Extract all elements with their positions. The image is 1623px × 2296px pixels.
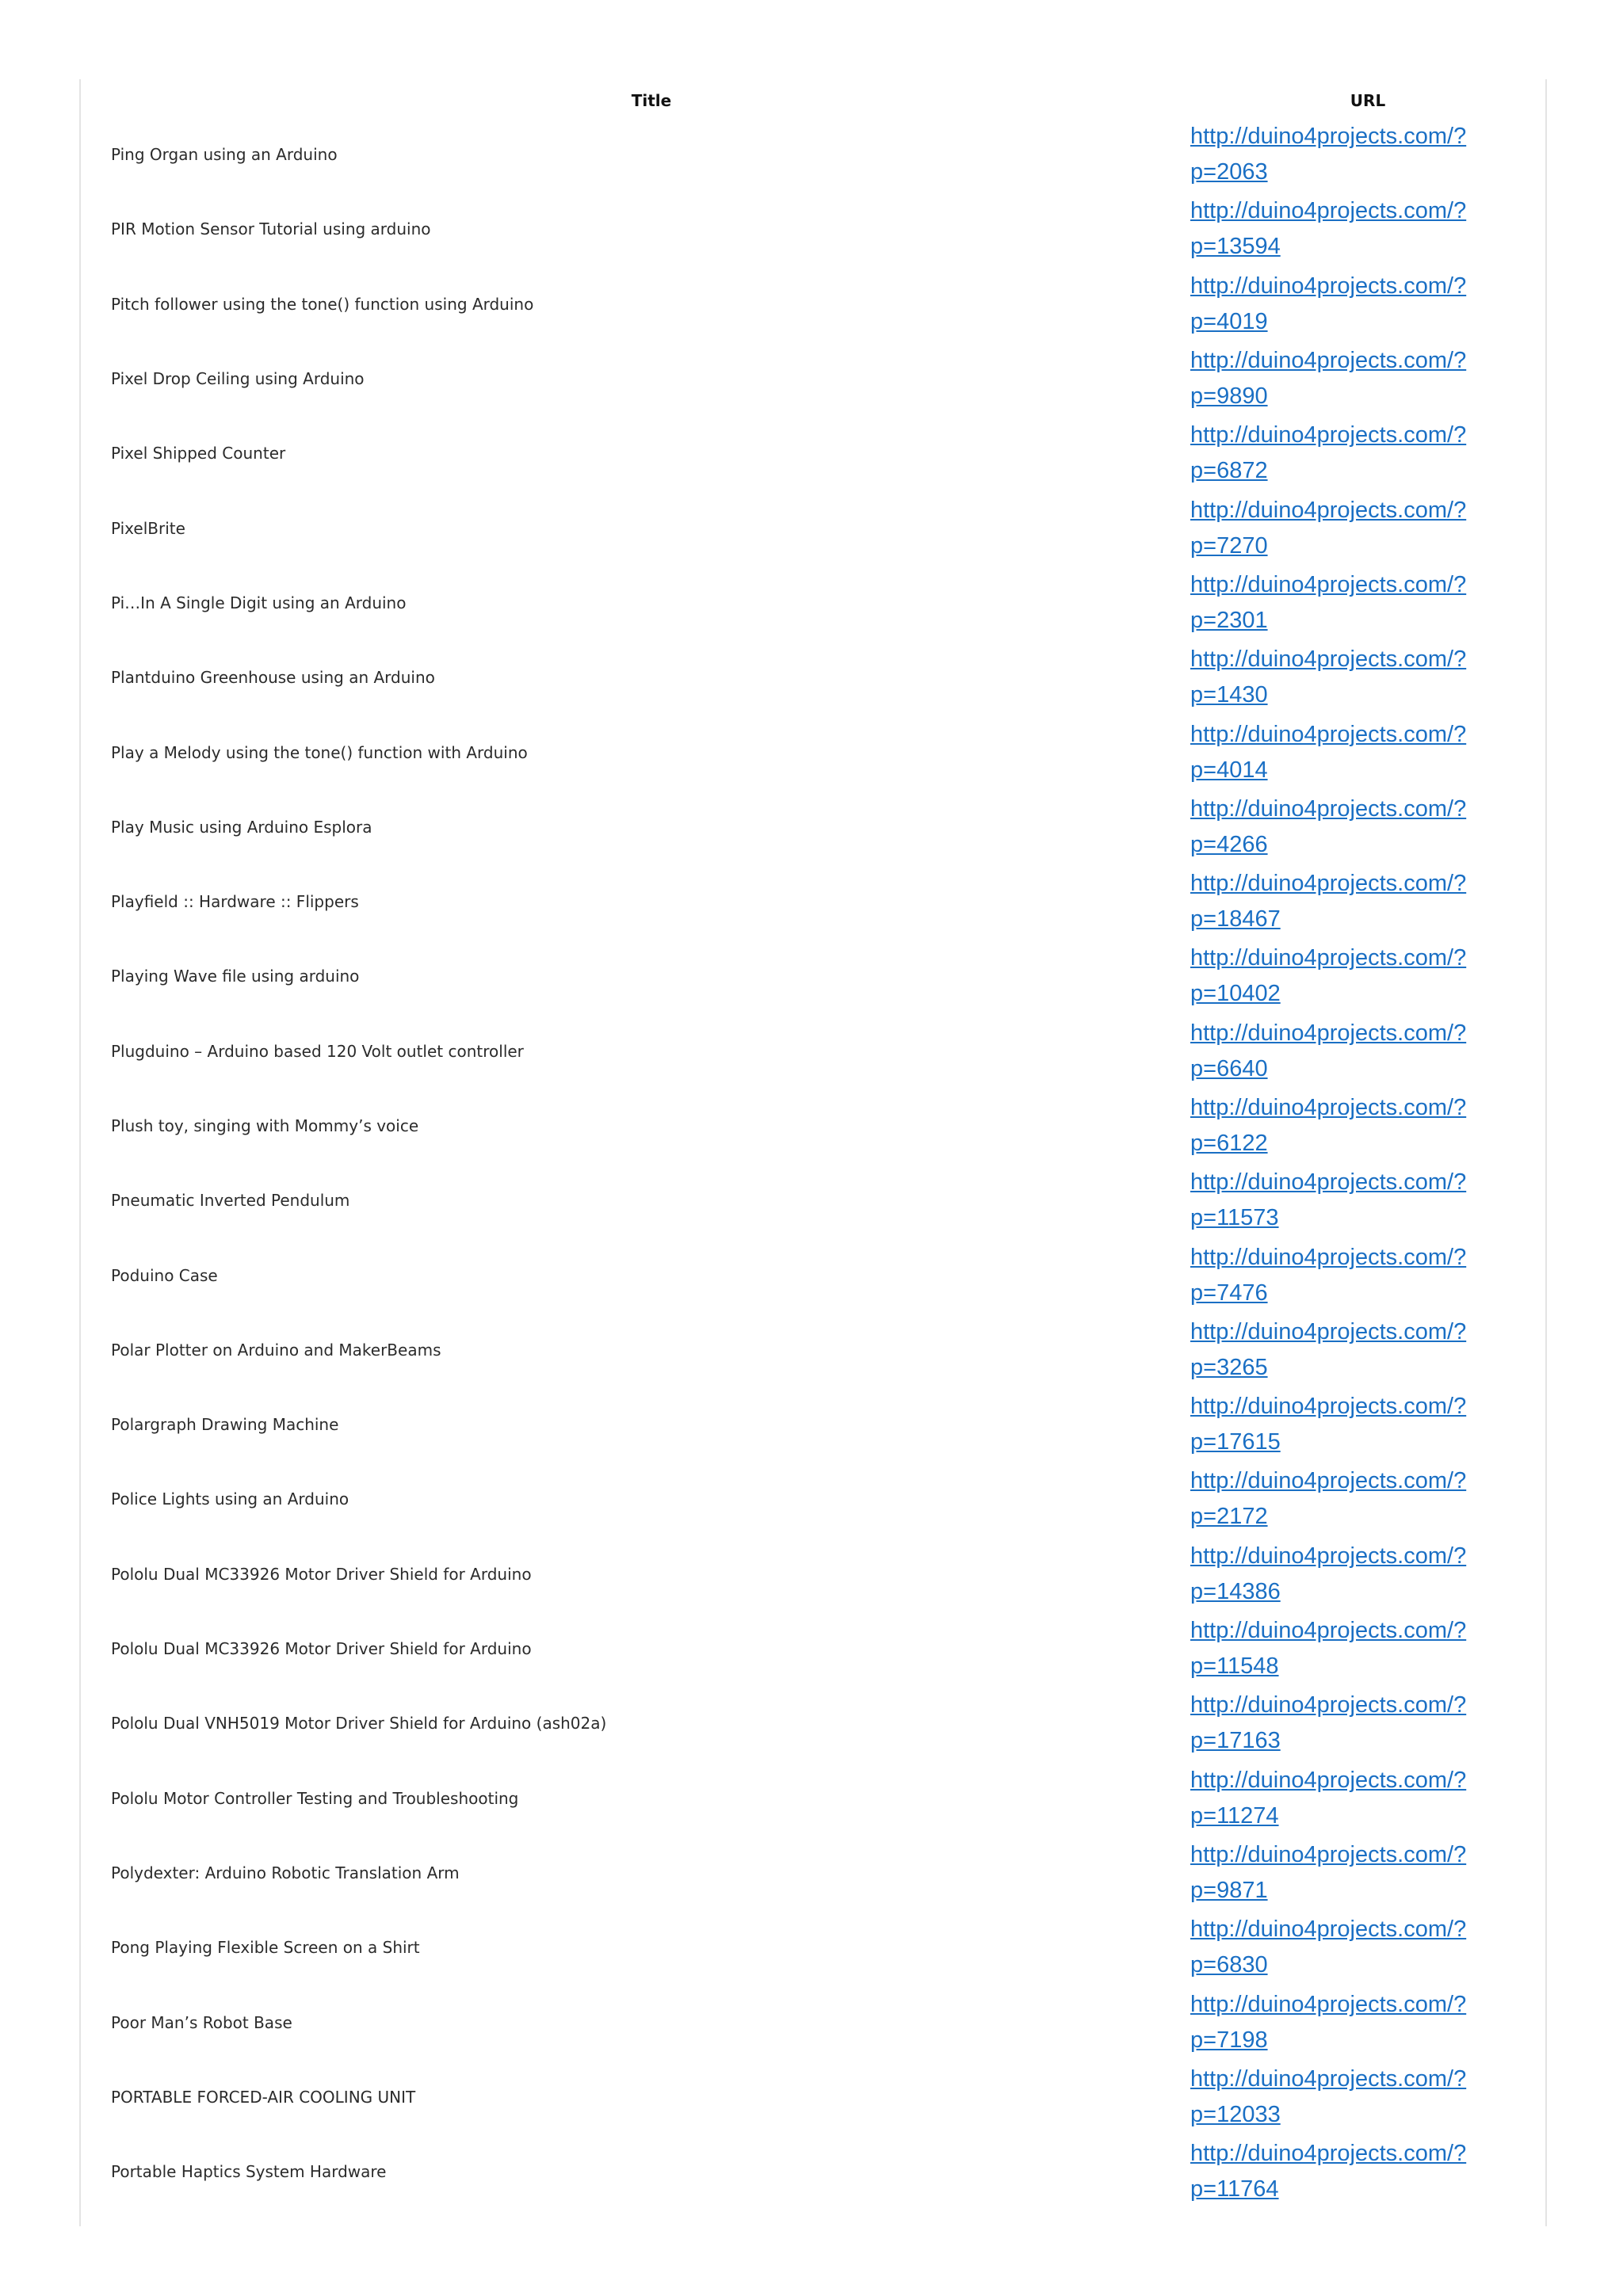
table-row xyxy=(81,939,1545,1013)
column-header-title: Title xyxy=(631,91,672,110)
project-url-link[interactable]: http://duino4projects.com/?p=10402 xyxy=(1190,945,1467,1007)
table-row xyxy=(81,1611,1545,1686)
project-url-cell xyxy=(1190,640,1545,715)
project-title: Pololu Dual MC33926 Motor Driver Shield for Arduino xyxy=(111,1639,532,1659)
project-url-cell xyxy=(1190,1238,1545,1312)
project-url-link[interactable]: http://duino4projects.com/?p=6872 xyxy=(1190,422,1467,484)
project-title: Polar Plotter on Arduino and MakerBeams xyxy=(111,1340,441,1360)
table-row xyxy=(81,715,1545,789)
table-row xyxy=(81,341,1545,416)
project-title: Plush toy, singing with Mommy’s voice xyxy=(111,1116,419,1135)
project-title: Polargraph Drawing Machine xyxy=(111,1415,339,1435)
project-url-cell xyxy=(1190,416,1545,490)
project-url-link[interactable]: http://duino4projects.com/?p=11274 xyxy=(1190,1767,1467,1829)
project-url-link[interactable]: http://duino4projects.com/?p=13594 xyxy=(1190,198,1467,260)
project-url-link[interactable]: http://duino4projects.com/?p=6122 xyxy=(1190,1095,1467,1156)
project-title: Play Music using Arduino Esplora xyxy=(111,817,372,837)
project-title: Pololu Motor Controller Testing and Troubleshooting xyxy=(111,1788,519,1808)
project-title: Pixel Drop Ceiling using Arduino xyxy=(111,369,365,389)
column-header-url: URL xyxy=(1350,91,1386,110)
project-url-link[interactable]: http://duino4projects.com/?p=17163 xyxy=(1190,1692,1467,1754)
project-title: Pneumatic Inverted Pendulum xyxy=(111,1191,350,1211)
table-row xyxy=(81,2134,1545,2209)
project-title: Playfield :: Hardware :: Flippers xyxy=(111,892,359,912)
project-url-link[interactable]: http://duino4projects.com/?p=6830 xyxy=(1190,1917,1467,1978)
project-url-link[interactable]: http://duino4projects.com/?p=2172 xyxy=(1190,1468,1467,1530)
table-header-row xyxy=(81,84,1545,117)
project-url-link[interactable]: http://duino4projects.com/?p=4014 xyxy=(1190,721,1467,783)
project-url-cell xyxy=(1190,1163,1545,1238)
table-row xyxy=(81,1462,1545,1536)
table-row xyxy=(81,1910,1545,1985)
project-url-link[interactable]: http://duino4projects.com/?p=3265 xyxy=(1190,1318,1467,1380)
projects-table xyxy=(81,84,1545,2209)
project-url-cell xyxy=(1190,1313,1545,1387)
project-url-cell xyxy=(1190,267,1545,341)
table-row xyxy=(81,117,1545,192)
project-url-link[interactable]: http://duino4projects.com/?p=18467 xyxy=(1190,871,1467,933)
table-row xyxy=(81,1985,1545,2059)
project-title: Plantduino Greenhouse using an Arduino xyxy=(111,668,435,688)
project-title: Pitch follower using the tone() function using Arduino xyxy=(111,294,534,314)
project-url-link[interactable]: http://duino4projects.com/?p=11573 xyxy=(1190,1169,1467,1231)
table-row xyxy=(81,1761,1545,1836)
table-row xyxy=(81,1686,1545,1760)
project-url-cell xyxy=(1190,790,1545,864)
project-title: PixelBrite xyxy=(111,518,185,538)
project-url-cell xyxy=(1190,1910,1545,1985)
project-url-cell xyxy=(1190,1387,1545,1462)
project-url-link[interactable]: http://duino4projects.com/?p=9890 xyxy=(1190,348,1467,410)
project-url-cell xyxy=(1190,192,1545,266)
project-url-link[interactable]: http://duino4projects.com/?p=7270 xyxy=(1190,497,1467,559)
project-url-cell xyxy=(1190,1089,1545,1163)
project-url-cell xyxy=(1190,715,1545,789)
project-url-cell xyxy=(1190,490,1545,565)
project-title: Pong Playing Flexible Screen on a Shirt xyxy=(111,1938,420,1958)
project-title: Plugduino – Arduino based 120 Volt outlet controller xyxy=(111,1041,524,1061)
table-row xyxy=(81,490,1545,565)
project-title: Pixel Shipped Counter xyxy=(111,444,286,463)
project-title: Play a Melody using the tone() function with Arduino xyxy=(111,742,528,762)
project-url-cell xyxy=(1190,864,1545,939)
table-row xyxy=(81,566,1545,640)
table-row xyxy=(81,640,1545,715)
project-url-link[interactable]: http://duino4projects.com/?p=14386 xyxy=(1190,1543,1467,1604)
table-row xyxy=(81,1089,1545,1163)
project-url-cell xyxy=(1190,1761,1545,1836)
table-row xyxy=(81,1163,1545,1238)
project-title: Polydexter: Arduino Robotic Translation Arm xyxy=(111,1863,460,1882)
project-title: Ping Organ using an Arduino xyxy=(111,145,338,165)
project-url-cell xyxy=(1190,939,1545,1013)
project-url-link[interactable]: http://duino4projects.com/?p=9871 xyxy=(1190,1841,1467,1903)
project-url-link[interactable]: http://duino4projects.com/?p=2301 xyxy=(1190,571,1467,633)
table-row xyxy=(81,1537,1545,1611)
table-body xyxy=(81,117,1545,2209)
project-url-link[interactable]: http://duino4projects.com/?p=17615 xyxy=(1190,1394,1467,1455)
project-title: Portable Haptics System Hardware xyxy=(111,2162,387,2182)
project-url-link[interactable]: http://duino4projects.com/?p=7476 xyxy=(1190,1244,1467,1306)
table-row xyxy=(81,1387,1545,1462)
project-url-link[interactable]: http://duino4projects.com/?p=11764 xyxy=(1190,2141,1467,2203)
project-url-link[interactable]: http://duino4projects.com/?p=6640 xyxy=(1190,1020,1467,1081)
table-row xyxy=(81,192,1545,266)
project-title: PIR Motion Sensor Tutorial using arduino xyxy=(111,219,431,239)
table-row xyxy=(81,1313,1545,1387)
table-row xyxy=(81,267,1545,341)
project-url-cell xyxy=(1190,1985,1545,2059)
project-title: Police Lights using an Arduino xyxy=(111,1489,349,1509)
project-title: PORTABLE FORCED-AIR COOLING UNIT xyxy=(111,2087,416,2107)
project-url-cell xyxy=(1190,1836,1545,1910)
table-row xyxy=(81,416,1545,490)
project-url-cell xyxy=(1190,1462,1545,1536)
project-url-link[interactable]: http://duino4projects.com/?p=4019 xyxy=(1190,273,1467,334)
project-url-cell xyxy=(1190,1611,1545,1686)
project-url-cell xyxy=(1190,1686,1545,1760)
table-row xyxy=(81,864,1545,939)
project-url-cell xyxy=(1190,2060,1545,2134)
project-url-link[interactable]: http://duino4projects.com/?p=12033 xyxy=(1190,2065,1467,2127)
table-row xyxy=(81,1238,1545,1312)
table-row xyxy=(81,2060,1545,2134)
project-title: Poor Man’s Robot Base xyxy=(111,2012,292,2032)
project-url-link[interactable]: http://duino4projects.com/?p=7198 xyxy=(1190,1991,1467,2053)
project-url-cell xyxy=(1190,566,1545,640)
table-row xyxy=(81,1836,1545,1910)
project-title: Pololu Dual MC33926 Motor Driver Shield for Arduino xyxy=(111,1564,532,1584)
project-url-link[interactable]: http://duino4projects.com/?p=4266 xyxy=(1190,795,1467,857)
project-url-cell xyxy=(1190,1014,1545,1089)
project-title: Playing Wave file using arduino xyxy=(111,967,360,986)
project-title: Poduino Case xyxy=(111,1265,218,1285)
project-url-cell xyxy=(1190,2134,1545,2209)
project-url-link[interactable]: http://duino4projects.com/?p=11548 xyxy=(1190,1618,1467,1680)
project-url-cell xyxy=(1190,341,1545,416)
project-url-link[interactable]: http://duino4projects.com/?p=2063 xyxy=(1190,124,1467,185)
project-url-cell xyxy=(1190,117,1545,192)
project-url-cell xyxy=(1190,1537,1545,1611)
table-row xyxy=(81,790,1545,864)
project-url-link[interactable]: http://duino4projects.com/?p=1430 xyxy=(1190,646,1467,708)
project-title: Pi…In A Single Digit using an Arduino xyxy=(111,593,407,612)
project-title: Pololu Dual VNH5019 Motor Driver Shield for Arduino (ash02a) xyxy=(111,1714,607,1733)
table-row xyxy=(81,1014,1545,1089)
